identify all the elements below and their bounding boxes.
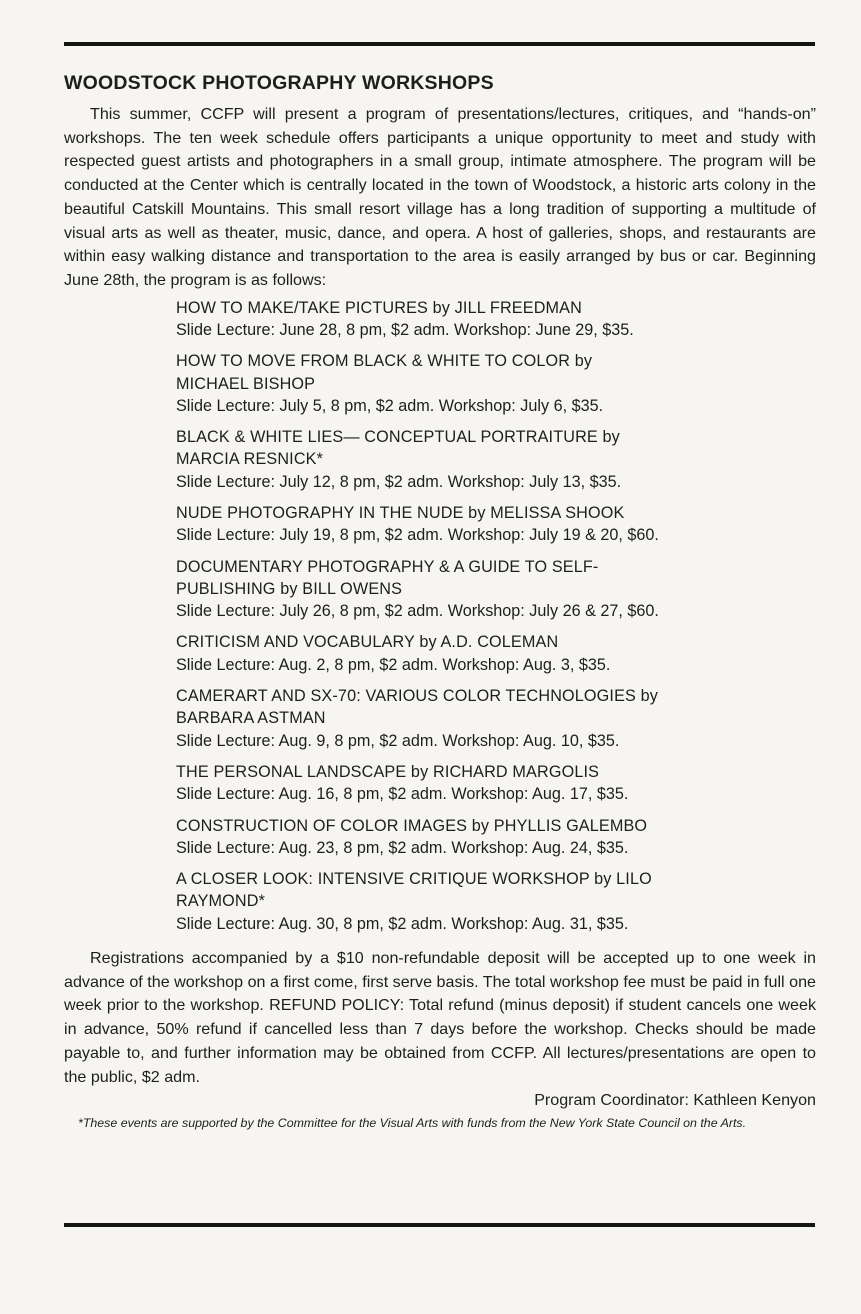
event-list (176, 297, 816, 935)
event-item (176, 815, 816, 860)
event-item (176, 350, 816, 417)
event-title: CRITICISM AND VOCABULARY by A.D. COLEMAN (176, 633, 559, 652)
event-title: BLACK & WHITE LIES— CONCEPTUAL PORTRAITURE by MARCIA RESNICK* (176, 428, 620, 469)
event-title: A CLOSER LOOK: INTENSIVE CRITIQUE WORKSHOP by LILO RAYMOND* (176, 870, 652, 911)
event-item (176, 502, 816, 547)
top-rule (64, 42, 815, 46)
document-page (64, 70, 816, 1132)
event-item (176, 426, 816, 493)
event-item (176, 631, 816, 676)
event-detail: Slide Lecture: Aug. 9, 8 pm, $2 adm. Workshop: Aug. 10, $35. (176, 731, 620, 750)
event-title: CONSTRUCTION OF COLOR IMAGES by PHYLLIS GALEMBO (176, 816, 648, 835)
page-title: WOODSTOCK PHOTOGRAPHY WORKSHOPS (64, 72, 494, 94)
event-item (176, 297, 816, 342)
event-title: DOCUMENTARY PHOTOGRAPHY & A GUIDE TO SELF-PUBLISHING by BILL OWENS (176, 557, 599, 598)
event-detail: Slide Lecture: Aug. 16, 8 pm, $2 adm. Workshop: Aug. 17, $35. (176, 785, 629, 804)
bottom-rule (64, 1223, 815, 1227)
event-item (176, 761, 816, 806)
event-detail: Slide Lecture: July 5, 8 pm, $2 adm. Workshop: July 6, $35. (176, 396, 604, 415)
event-detail: Slide Lecture: July 19, 8 pm, $2 adm. Workshop: July 19 & 20, $60. (176, 526, 659, 545)
event-item (176, 868, 816, 935)
event-detail: Slide Lecture: July 26, 8 pm, $2 adm. Workshop: July 26 & 27, $60. (176, 602, 659, 621)
program-coordinator: Program Coordinator: Kathleen Kenyon (534, 1091, 816, 1110)
event-title: CAMERART AND SX-70: VARIOUS COLOR TECHNOLOGIES by BARBARA ASTMAN (176, 687, 659, 728)
event-detail: Slide Lecture: Aug. 2, 8 pm, $2 adm. Workshop: Aug. 3, $35. (176, 655, 611, 674)
event-title: HOW TO MOVE FROM BLACK & WHITE TO COLOR by MICHAEL BISHOP (176, 352, 593, 393)
event-title: NUDE PHOTOGRAPHY IN THE NUDE by MELISSA SHOOK (176, 504, 625, 522)
event-detail: Slide Lecture: Aug. 23, 8 pm, $2 adm. Workshop: Aug. 24, $35. (176, 838, 629, 857)
event-detail: Slide Lecture: Aug. 30, 8 pm, $2 adm. Workshop: Aug. 31, $35. (176, 914, 629, 933)
event-detail: Slide Lecture: June 28, 8 pm, $2 adm. Workshop: June 29, $35. (176, 320, 634, 339)
intro-paragraph: This summer, CCFP will present a program of presentations/lectures, critiques, and “hands-on” workshops. The ten week schedule offers participants a unique opportunity to meet and study with respected guest artists and photographers in a small group, intimate atmosphere. The program will be conducted at the Center which is centrally located in the town of Woodstock, a historic arts colony in the beautiful Catskill Mountains. This small resort village has a long tradition of supporting a multitude of visual arts as well as theater, music, dance, and opera. A host of galleries, shops, and restaurants are within easy walking distance and transportation to the area is easily arranged by bus or car. Beginning June 28th, the program is as follows: (64, 105, 816, 289)
event-title: HOW TO MAKE/TAKE PICTURES by JILL FREEDMAN (176, 298, 582, 317)
registration-paragraph: Registrations accompanied by a $10 non-refundable deposit will be accepted up to one week in advance of the workshop on a first come, first serve basis. The total workshop fee must be paid in full one week prior to the workshop. REFUND POLICY: Total refund (minus deposit) if student cancels one week in advance, 50% refund if cancelled less than 7 days before the workshop. Checks should be made payable to, and further information may be obtained from CCFP. All lectures/presentations are open to the public, $2 adm. (64, 949, 816, 1086)
event-detail: Slide Lecture: July 12, 8 pm, $2 adm. Workshop: July 13, $35. (176, 472, 622, 491)
event-item (176, 556, 816, 623)
event-title: THE PERSONAL LANDSCAPE by RICHARD MARGOLIS (176, 762, 600, 781)
event-item (176, 685, 816, 752)
footnote: *These events are supported by the Committee for the Visual Arts with funds from the New York State Council on the Arts. (78, 1116, 747, 1131)
